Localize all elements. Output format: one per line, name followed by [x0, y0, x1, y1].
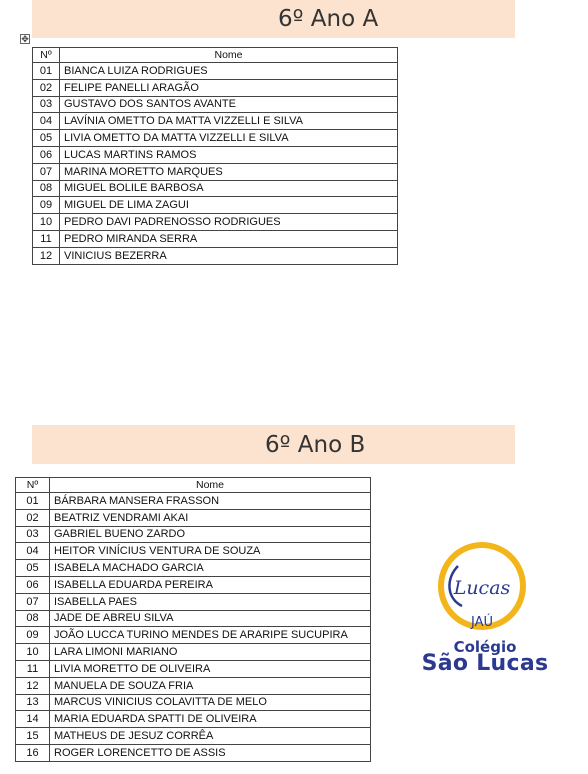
student-name: MARINA MORETTO MARQUES [60, 163, 398, 180]
student-number: 04 [16, 543, 50, 560]
table-row [16, 660, 371, 677]
table-row [33, 113, 398, 130]
table-row [16, 543, 371, 560]
class-a-title: 6º Ano A [278, 6, 379, 32]
logo-line2: São Lucas [421, 651, 549, 676]
student-name: JOÃO LUCCA TURINO MENDES DE ARARIPE SUCUPIRA [50, 627, 371, 644]
class-b-title: 6º Ano B [265, 431, 366, 458]
table-row [16, 694, 371, 711]
student-name: BEATRIZ VENDRAMI AKAI [50, 509, 371, 526]
student-name: HEITOR VINÍCIUS VENTURA DE SOUZA [50, 543, 371, 560]
student-number: 12 [16, 677, 50, 694]
table-row [33, 214, 398, 231]
table-row [16, 728, 371, 745]
table-row [33, 130, 398, 147]
table-row [16, 610, 371, 627]
student-name: ROGER LORENCETTO DE ASSIS [50, 744, 371, 761]
student-number: 12 [33, 247, 60, 264]
student-name: MARCUS VINICIUS COLAVITTA DE MELO [50, 694, 371, 711]
student-number: 10 [16, 644, 50, 661]
student-number: 08 [33, 180, 60, 197]
table-row [16, 677, 371, 694]
table-row [16, 627, 371, 644]
student-number: 03 [33, 96, 60, 113]
student-name: BIANCA LUIZA RODRIGUES [60, 63, 398, 80]
student-number: 09 [33, 197, 60, 214]
logo-city: JAÚ [470, 615, 494, 630]
student-name: MANUELA DE SOUZA FRIA [50, 677, 371, 694]
student-number: 15 [16, 728, 50, 745]
class-b-rows [16, 493, 371, 762]
student-number: 08 [16, 610, 50, 627]
student-number: 09 [16, 627, 50, 644]
table-header-row [16, 478, 371, 493]
table-row [33, 63, 398, 80]
student-number: 03 [16, 526, 50, 543]
student-name: ISABELA MACHADO GARCIA [50, 560, 371, 577]
table-row [33, 230, 398, 247]
student-number: 02 [33, 79, 60, 96]
student-number: 11 [16, 660, 50, 677]
col-name-header: Nome [60, 48, 398, 63]
col-name-header: Nome [50, 478, 371, 493]
class-a-header [32, 0, 515, 38]
student-number: 01 [33, 63, 60, 80]
table-row [16, 576, 371, 593]
student-name: ISABELLA EDUARDA PEREIRA [50, 576, 371, 593]
logo-line1: Colégio [453, 638, 517, 656]
table-row [33, 96, 398, 113]
class-a-table [32, 47, 398, 265]
class-b-header [32, 425, 515, 464]
student-number: 02 [16, 509, 50, 526]
table-row [33, 163, 398, 180]
student-name: GUSTAVO DOS SANTOS AVANTE [60, 96, 398, 113]
table-row [16, 644, 371, 661]
table-row [33, 180, 398, 197]
student-name: MIGUEL DE LIMA ZAGUI [60, 197, 398, 214]
table-row [16, 744, 371, 761]
student-name: LUCAS MARTINS RAMOS [60, 146, 398, 163]
student-name: VINICIUS BEZERRA [60, 247, 398, 264]
student-name: JADE DE ABREU SILVA [50, 610, 371, 627]
student-name: PEDRO MIRANDA SERRA [60, 230, 398, 247]
class-b-table [15, 477, 371, 762]
student-number: 04 [33, 113, 60, 130]
table-row [16, 493, 371, 510]
table-row [16, 526, 371, 543]
col-num-header: Nº [33, 48, 60, 63]
student-name: BÁRBARA MANSERA FRASSON [50, 493, 371, 510]
student-name: PEDRO DAVI PADRENOSSO RODRIGUES [60, 214, 398, 231]
student-number: 14 [16, 711, 50, 728]
col-num-header: Nº [16, 478, 50, 493]
table-row [33, 247, 398, 264]
student-number: 11 [33, 230, 60, 247]
student-name: MARIA EDUARDA SPATTI DE OLIVEIRA [50, 711, 371, 728]
table-row [33, 146, 398, 163]
student-number: 07 [33, 163, 60, 180]
table-row [16, 711, 371, 728]
student-number: 06 [33, 146, 60, 163]
student-name: MATHEUS DE JESUZ CORRÊA [50, 728, 371, 745]
table-move-handle-icon[interactable]: ✥ [21, 34, 29, 44]
student-number: 07 [16, 593, 50, 610]
table-row [16, 509, 371, 526]
table-header-row [33, 48, 398, 63]
student-name: MIGUEL BOLILE BARBOSA [60, 180, 398, 197]
student-name: LIVIA MORETTO DE OLIVEIRA [50, 660, 371, 677]
table-row [16, 593, 371, 610]
student-number: 05 [33, 130, 60, 147]
logo-emblem-text: Lucas [453, 577, 511, 599]
student-number: 13 [16, 694, 50, 711]
student-name: LIVIA OMETTO DA MATTA VIZZELLI E SILVA [60, 130, 398, 147]
student-name: LARA LIMONI MARIANO [50, 644, 371, 661]
student-name: ISABELLA PAES [50, 593, 371, 610]
table-row [33, 197, 398, 214]
student-number: 06 [16, 576, 50, 593]
table-row [16, 560, 371, 577]
student-name: GABRIEL BUENO ZARDO [50, 526, 371, 543]
student-name: LAVÍNIA OMETTO DA MATTA VIZZELLI E SILVA [60, 113, 398, 130]
table-row [33, 79, 398, 96]
student-number: 05 [16, 560, 50, 577]
student-number: 16 [16, 744, 50, 761]
student-name: FELIPE PANELLI ARAGÃO [60, 79, 398, 96]
student-number: 01 [16, 493, 50, 510]
class-a-rows [33, 63, 398, 265]
student-number: 10 [33, 214, 60, 231]
